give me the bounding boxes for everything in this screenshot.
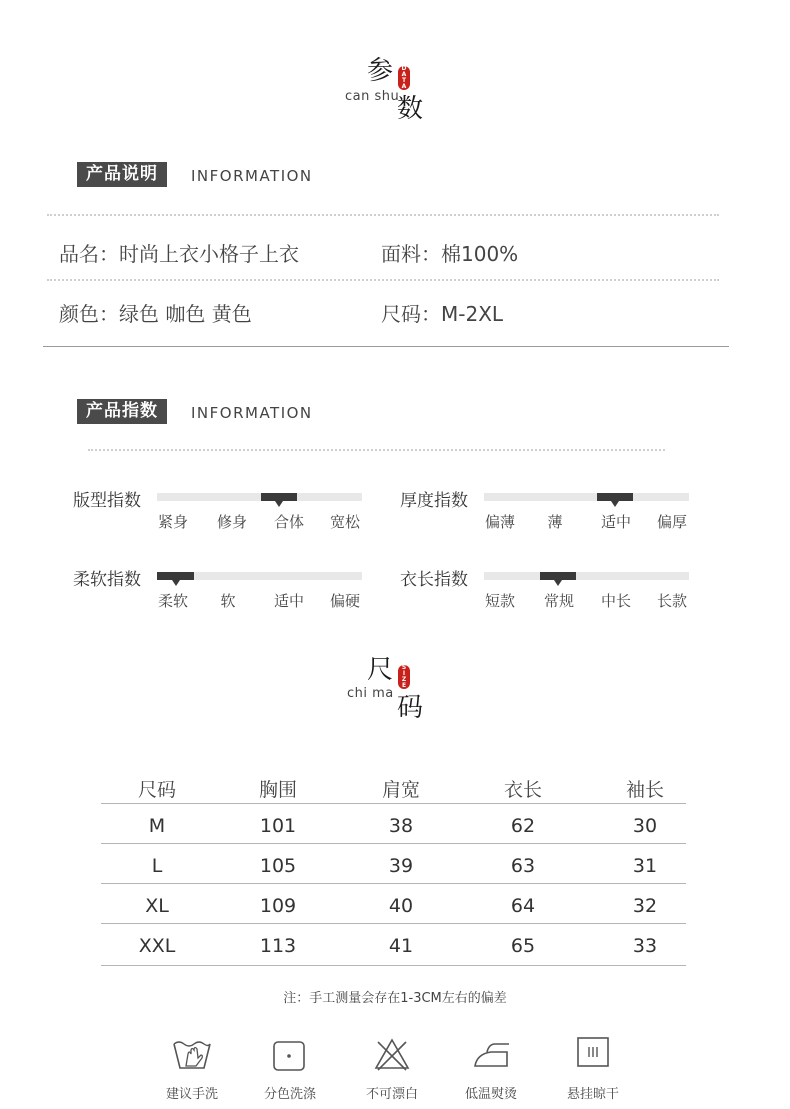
fit-level: 合体 [273,513,304,531]
params-title-char2: 数 [397,94,424,124]
fit-index-name: 版型指数 [73,491,141,511]
size-title-pinyin: chi ma [347,686,394,701]
divider-dotted [47,214,719,216]
thickness-level: 偏厚 [656,513,687,531]
size-title-char2: 码 [397,693,424,723]
table-header-cell: 袖长 [625,779,664,801]
care-label: 建议手洗 [165,1087,218,1102]
table-cell: 39 [388,855,414,877]
softness-level: 适中 [273,592,304,610]
table-rule [101,803,686,804]
low-iron-icon [446,1036,536,1072]
table-cell: 33 [632,935,658,957]
softness-level: 偏硬 [329,592,360,610]
table-cell: XXL [138,935,176,957]
thickness-level: 适中 [600,513,631,531]
size-seal: S I Z E [398,665,410,689]
product-index-label: 产品指数 [77,399,167,424]
thickness-level: 薄 [547,513,563,531]
fit-level: 修身 [216,513,247,531]
length-level: 常规 [543,592,574,610]
table-cell: 65 [510,935,536,957]
table-cell: 30 [632,815,658,837]
length-index-marker [540,572,576,580]
product-index-en: INFORMATION [191,404,313,422]
table-rule [101,843,686,844]
table-cell: 62 [510,815,536,837]
params-title-pinyin: can shu [345,89,400,104]
measurement-note: 注：手工测量会存在1-3CM左右的偏差 [283,991,507,1006]
fit-level: 紧身 [157,513,188,531]
table-cell: 41 [388,935,414,957]
params-title-char1: 参 [367,56,394,86]
divider-dotted [88,449,665,451]
divider-solid [43,346,729,347]
length-level: 中长 [600,592,631,610]
table-cell: 63 [510,855,536,877]
product-fabric: 面料：棉100% [381,242,519,266]
table-cell: 38 [388,815,414,837]
table-cell: L [151,855,163,877]
table-rule [101,923,686,924]
size-title-char1: 尺 [367,655,394,685]
table-header-cell: 肩宽 [381,779,420,801]
product-info-en: INFORMATION [191,167,313,185]
table-cell: 40 [388,895,414,917]
table-cell: 105 [259,855,297,877]
table-header-cell: 尺码 [137,779,176,801]
fit-level: 宽松 [329,513,360,531]
hand-wash-icon [147,1036,237,1072]
care-label: 不可漂白 [365,1087,418,1102]
table-cell: M [148,815,166,837]
table-rule [101,883,686,884]
softness-index-track [157,572,362,580]
thickness-level: 偏薄 [484,513,515,531]
softness-index-marker [157,572,194,580]
no-bleach-icon [347,1036,437,1072]
softness-index-name: 柔软指数 [73,570,141,590]
thickness-index-track [484,493,689,501]
table-cell: 64 [510,895,536,917]
length-level: 长款 [656,592,687,610]
length-level: 短款 [484,592,515,610]
thickness-index-name: 厚度指数 [400,491,468,511]
table-cell: 113 [259,935,297,957]
table-cell: 101 [259,815,297,837]
product-info-label: 产品说明 [77,162,167,187]
table-cell: 32 [632,895,658,917]
data-seal: D A T A [398,66,410,90]
fit-index-track [157,493,362,501]
care-label: 悬挂晾干 [566,1087,619,1102]
product-name: 品名：时尚上衣小格子上衣 [59,242,299,266]
care-label: 分色洗涤 [263,1087,316,1102]
table-cell: 31 [632,855,658,877]
divider-dotted [47,279,719,281]
care-label: 低温熨烫 [464,1087,517,1102]
table-cell: XL [145,895,169,917]
length-index-track [484,572,689,580]
separate-wash-icon [245,1036,335,1072]
product-sizes: 尺码：M-2XL [381,302,504,326]
table-header-cell: 衣长 [503,779,542,801]
table-rule [101,965,686,966]
hang-dry-icon [548,1034,638,1070]
table-header-cell: 胸围 [258,779,297,801]
softness-level: 柔软 [157,592,188,610]
softness-level: 软 [220,592,236,610]
fit-index-marker [261,493,297,501]
product-colors: 颜色：绿色 咖色 黄色 [59,302,252,326]
length-index-name: 衣长指数 [400,570,468,590]
table-cell: 109 [259,895,297,917]
thickness-index-marker [597,493,633,501]
